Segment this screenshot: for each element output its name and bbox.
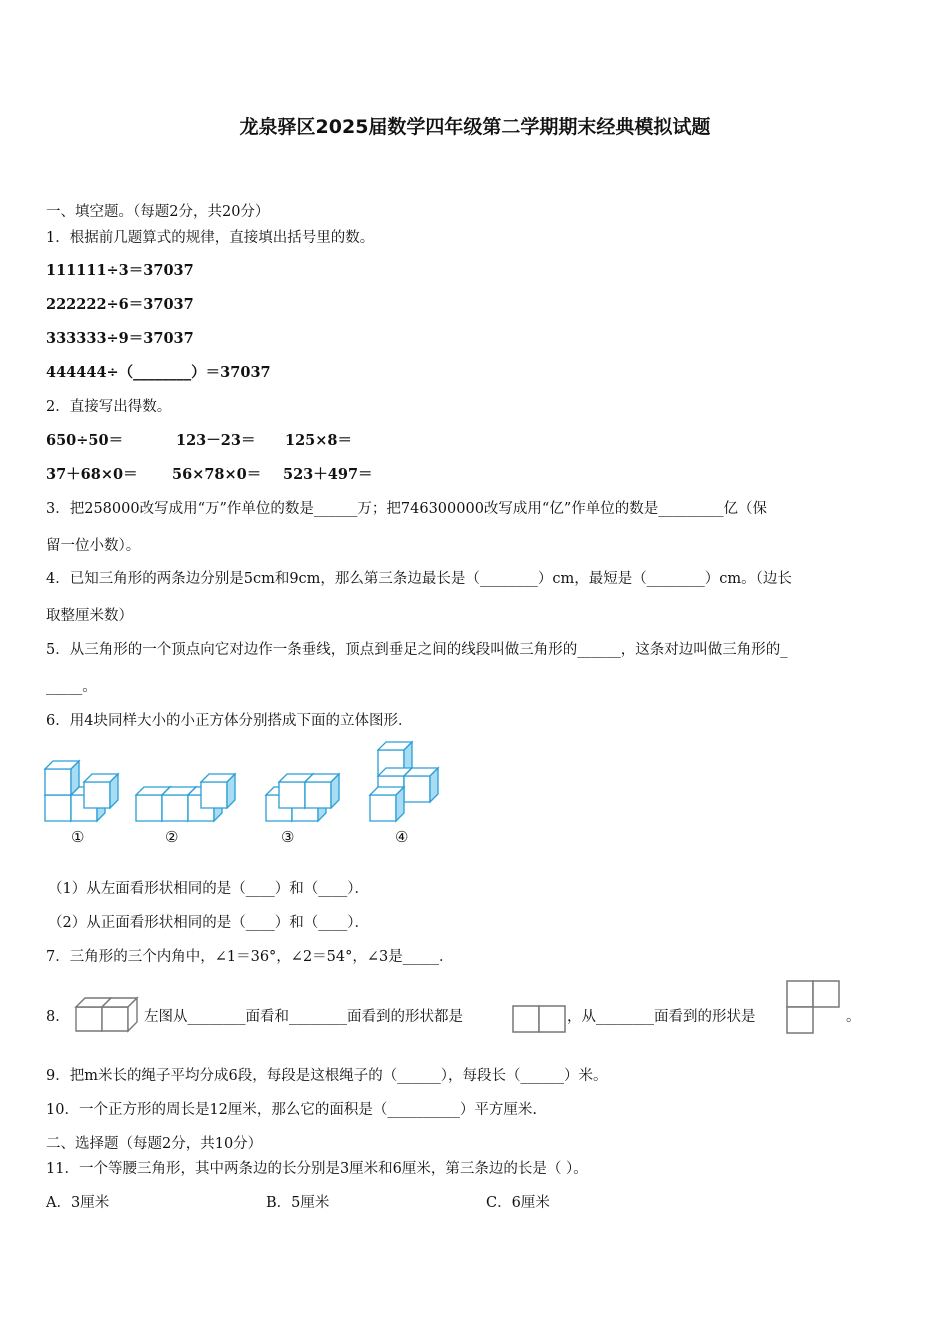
- q1-line-3: 333333÷9＝37037: [46, 330, 194, 347]
- q4-line-2: 取整厘米数）: [46, 608, 133, 624]
- section2-header: 二、选择题（每题2分，共10分）: [46, 1136, 263, 1152]
- q2-row-2: [46, 465, 373, 485]
- option-b[interactable]: B．5厘米: [266, 1195, 330, 1211]
- section1-header: 一、填空题。（每题2分，共20分）: [46, 204, 270, 220]
- q1-line-1: 111111÷3＝37037: [46, 262, 194, 279]
- figure-label-4: ④: [395, 828, 409, 846]
- figure-label-2: ②: [165, 828, 179, 846]
- q1-text: 1．根据前几题算式的规律，直接填出括号里的数。: [46, 230, 375, 246]
- q2-item: 123－23＝: [176, 432, 256, 449]
- q2-row-1: [46, 431, 352, 451]
- q6-sub-2: （2）从正面看形状相同的是（____）和（____）．: [48, 915, 369, 931]
- q2-text: 2．直接写出得数。: [46, 399, 172, 415]
- figure-label-3: ③: [281, 828, 295, 846]
- q2-item: 37＋68×0＝: [46, 466, 138, 483]
- q6-text: 6．用4块同样大小的小正方体分别搭成下面的立体图形．: [46, 713, 413, 729]
- q11-options: [46, 1193, 550, 1213]
- option-a[interactable]: A．3厘米: [46, 1195, 110, 1211]
- q2-item: 56×78×0＝: [172, 466, 262, 483]
- q1-line-2: 222222÷6＝37037: [46, 296, 194, 313]
- q8-cube-figure: [72, 993, 144, 1035]
- figure-4: [370, 742, 438, 821]
- q3-line-2: 留一位小数）。: [46, 538, 141, 554]
- q2-item: 523＋497＝: [283, 466, 373, 483]
- q10: 10．一个正方形的周长是12厘米，那么它的面积是（__________）平方厘米.: [46, 1102, 538, 1118]
- q1-line-4: 444444÷（________）＝37037: [46, 364, 271, 381]
- q4-line-1: 4．已知三角形的两条边分别是5cm和9cm，那么第三条边最长是（________）cm，最短是（________）cm。（边长: [46, 571, 792, 587]
- q3-line-1: 3．把258000改写成用“万”作单位的数是______万；把746300000改写成用“亿”作单位的数是_________亿（保: [46, 501, 768, 517]
- q8-shape-l: [786, 980, 842, 1036]
- figure-2: [136, 774, 235, 821]
- q11: 11．一个等腰三角形，其中两条边的长分别是3厘米和6厘米，第三条边的长是（ ）。: [46, 1161, 588, 1177]
- figure-1: [45, 761, 118, 821]
- q2-item: 650÷50＝: [46, 432, 124, 449]
- q6-sub-1: （1）从左面看形状相同的是（____）和（____）．: [48, 881, 369, 897]
- q8-text-c: 。: [846, 1009, 861, 1025]
- q8-text-a: 左图从________面看和________面看到的形状都是: [144, 1009, 463, 1025]
- q8-text-b: ，从________面看到的形状是: [567, 1009, 756, 1025]
- q8-number: 8．: [46, 1009, 70, 1025]
- q5-line-2: _____。: [46, 679, 97, 695]
- q7: 7．三角形的三个内角中，∠1＝36°，∠2＝54°，∠3是_____．: [46, 949, 454, 965]
- cube-figures: [40, 735, 460, 825]
- q2-item: 125×8＝: [285, 432, 353, 449]
- q5-line-1: 5．从三角形的一个顶点向它对边作一条垂线，顶点到垂足之间的线段叫做三角形的______，这条对边叫做三角形的_: [46, 642, 788, 658]
- q8-shape-two-squares: [512, 1005, 566, 1033]
- page-title: 龙泉驿区2025届数学四年级第二学期期末经典模拟试题: [239, 116, 711, 138]
- option-c[interactable]: C．6厘米: [486, 1195, 550, 1211]
- figure-3: [266, 774, 339, 821]
- figure-label-1: ①: [71, 828, 85, 846]
- q9: 9．把m米长的绳子平均分成6段，每段是这根绳子的（______），每段长（______）米。: [46, 1068, 608, 1084]
